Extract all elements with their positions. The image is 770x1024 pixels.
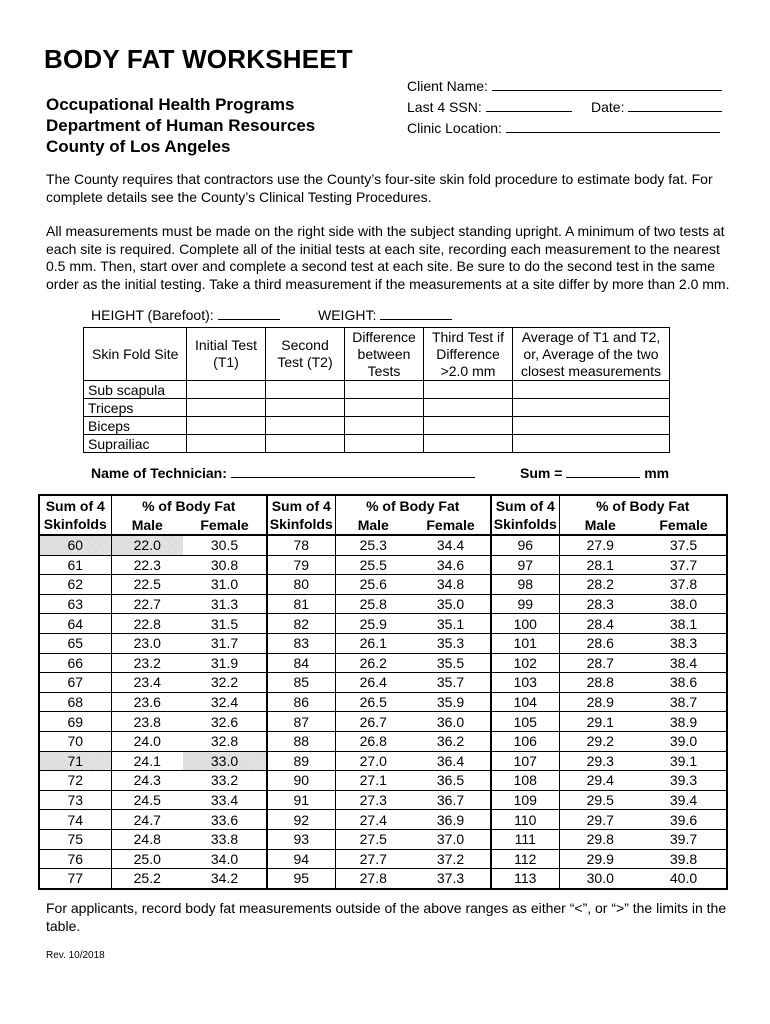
sum-cell: 106 (491, 731, 559, 751)
header-site: Skin Fold Site (84, 328, 187, 381)
header-third-test: Third Test if Difference >2.0 mm (424, 328, 513, 381)
table-row (39, 849, 727, 869)
female-cell: 37.7 (641, 555, 727, 575)
sum-cell: 111 (491, 829, 559, 849)
t1-cell[interactable] (187, 381, 266, 399)
skinfold-row (84, 399, 670, 417)
weight-row (318, 305, 452, 323)
sum-cell: 88 (267, 731, 335, 751)
average-cell[interactable] (513, 381, 670, 399)
female-cell: 35.0 (411, 594, 491, 614)
sum-label: Sum = (520, 465, 563, 481)
female-cell: 33.4 (183, 790, 267, 810)
sum-cell: 66 (39, 653, 111, 673)
female-cell: 37.3 (411, 869, 491, 889)
sum-header: Sum of 4 Skinfolds (39, 495, 111, 535)
sum-cell: 84 (267, 653, 335, 673)
sum-header: Sum of 4 Skinfolds (491, 495, 559, 535)
female-cell: 36.7 (411, 790, 491, 810)
table-row (39, 692, 727, 712)
sum-cell: 97 (491, 555, 559, 575)
table-row (39, 653, 727, 673)
male-cell: 26.1 (335, 633, 411, 653)
skinfold-header-row (84, 328, 670, 381)
third-test-cell[interactable] (424, 399, 513, 417)
male-cell: 24.7 (111, 810, 183, 830)
sum-cell: 67 (39, 673, 111, 693)
sum-cell: 79 (267, 555, 335, 575)
table-row (39, 673, 727, 693)
sum-cell: 61 (39, 555, 111, 575)
male-cell: 29.3 (559, 751, 641, 771)
sum-cell: 69 (39, 712, 111, 732)
sum-cell: 83 (267, 633, 335, 653)
male-cell: 26.4 (335, 673, 411, 693)
height-label: HEIGHT (Barefoot): (91, 307, 214, 323)
sum-cell: 75 (39, 829, 111, 849)
male-cell: 23.8 (111, 712, 183, 732)
female-cell: 38.1 (641, 614, 727, 634)
male-cell: 24.8 (111, 829, 183, 849)
skinfold-table (83, 327, 670, 453)
weight-label: WEIGHT: (318, 307, 377, 323)
female-cell: 38.0 (641, 594, 727, 614)
female-cell: 31.7 (183, 633, 267, 653)
female-cell: 35.3 (411, 633, 491, 653)
pct-header: % of Body Fat (111, 495, 267, 516)
sum-row (520, 463, 669, 481)
sum-cell: 113 (491, 869, 559, 889)
org-county: County of Los Angeles (46, 137, 231, 156)
male-header: Male (111, 516, 183, 535)
sum-cell: 71 (39, 751, 111, 771)
female-cell: 34.0 (183, 849, 267, 869)
male-cell: 23.2 (111, 653, 183, 673)
female-cell: 33.6 (183, 810, 267, 830)
pct-header: % of Body Fat (335, 495, 491, 516)
page-title: BODY FAT WORKSHEET (44, 44, 353, 74)
table-row (39, 810, 727, 830)
male-cell: 25.9 (335, 614, 411, 634)
header-t1: Initial Test (T1) (187, 328, 266, 381)
header-difference: Difference between Tests (345, 328, 424, 381)
table-row (39, 790, 727, 810)
female-cell: 37.5 (641, 535, 727, 555)
female-cell: 30.8 (183, 555, 267, 575)
table-row (39, 555, 727, 575)
female-cell: 39.6 (641, 810, 727, 830)
sum-cell: 70 (39, 731, 111, 751)
female-cell: 30.5 (183, 535, 267, 555)
female-cell: 31.3 (183, 594, 267, 614)
sum-cell: 63 (39, 594, 111, 614)
sum-cell: 76 (39, 849, 111, 869)
sum-cell: 85 (267, 673, 335, 693)
skinfold-row (84, 417, 670, 435)
body-fat-table (38, 494, 728, 890)
sum-cell: 91 (267, 790, 335, 810)
org-department: Department of Human Resources (46, 116, 316, 135)
female-cell: 39.7 (641, 829, 727, 849)
male-cell: 27.7 (335, 849, 411, 869)
male-cell: 22.5 (111, 575, 183, 595)
male-cell: 26.2 (335, 653, 411, 673)
sum-cell: 90 (267, 771, 335, 791)
sum-cell: 81 (267, 594, 335, 614)
date-label: Date: (591, 99, 625, 115)
body-fat-rows (39, 535, 727, 889)
male-cell: 26.8 (335, 731, 411, 751)
revision: Rev. 10/2018 (46, 950, 105, 961)
female-header: Female (183, 516, 267, 535)
sum-cell: 99 (491, 594, 559, 614)
sum-cell: 65 (39, 633, 111, 653)
sum-cell: 62 (39, 575, 111, 595)
male-cell: 24.0 (111, 731, 183, 751)
pct-header: % of Body Fat (596, 498, 690, 514)
male-cell: 25.0 (111, 849, 183, 869)
site-label: Triceps (84, 399, 187, 417)
table-row (39, 712, 727, 732)
female-cell: 35.7 (411, 673, 491, 693)
male-cell: 23.0 (111, 633, 183, 653)
male-cell: 28.2 (559, 575, 641, 595)
skinfold-row (84, 381, 670, 399)
female-cell: 31.9 (183, 653, 267, 673)
male-cell: 27.0 (335, 751, 411, 771)
sum-cell: 74 (39, 810, 111, 830)
female-cell: 32.4 (183, 692, 267, 712)
sum-cell: 87 (267, 712, 335, 732)
sum-cell: 100 (491, 614, 559, 634)
female-cell: 34.2 (183, 869, 267, 889)
sum-cell: 78 (267, 535, 335, 555)
skinfold-row (84, 435, 670, 453)
sum-cell: 96 (491, 535, 559, 555)
male-cell: 28.6 (559, 633, 641, 653)
male-cell: 29.8 (559, 829, 641, 849)
sum-cell: 60 (39, 535, 111, 555)
male-cell: 27.4 (335, 810, 411, 830)
sum-cell: 101 (491, 633, 559, 653)
female-cell: 33.2 (183, 771, 267, 791)
sum-cell: 73 (39, 790, 111, 810)
table-row (39, 829, 727, 849)
female-cell: 34.4 (411, 535, 491, 555)
weight-field[interactable] (380, 305, 452, 320)
male-cell: 27.5 (335, 829, 411, 849)
sum-cell: 95 (267, 869, 335, 889)
male-cell: 29.9 (559, 849, 641, 869)
third-test-cell[interactable] (424, 381, 513, 399)
table-row (39, 633, 727, 653)
ssn-field[interactable] (486, 97, 572, 112)
sum-cell: 110 (491, 810, 559, 830)
female-cell: 35.1 (411, 614, 491, 634)
client-name-label: Client Name: (407, 78, 488, 94)
female-header: Female (411, 516, 491, 535)
average-cell[interactable] (513, 435, 670, 453)
male-cell: 27.9 (559, 535, 641, 555)
sum-cell: 93 (267, 829, 335, 849)
footer-note: For applicants, record body fat measurements outside of the above ranges as either “<”, or “>” the limits in the table. (46, 900, 727, 934)
female-cell: 37.2 (411, 849, 491, 869)
female-cell: 33.8 (183, 829, 267, 849)
average-cell[interactable] (513, 399, 670, 417)
sum-unit: mm (644, 465, 670, 481)
female-cell: 35.5 (411, 653, 491, 673)
t1-cell[interactable] (187, 417, 266, 435)
female-cell: 36.2 (411, 731, 491, 751)
sum-cell: 107 (491, 751, 559, 771)
site-label: Sub scapula (84, 381, 187, 399)
body-fat-subheader-row (39, 516, 727, 535)
header-average: Average of T1 and T2, or, Average of the two closest measurements (513, 328, 670, 381)
t1-cell[interactable] (187, 435, 266, 453)
sum-cell: 104 (491, 692, 559, 712)
male-cell: 23.6 (111, 692, 183, 712)
male-cell: 22.7 (111, 594, 183, 614)
male-cell: 25.6 (335, 575, 411, 595)
height-row (91, 305, 280, 323)
female-cell: 35.9 (411, 692, 491, 712)
date-row (591, 97, 722, 115)
female-cell: 32.2 (183, 673, 267, 693)
t1-cell[interactable] (187, 399, 266, 417)
sum-cell: 86 (267, 692, 335, 712)
sum-cell: 77 (39, 869, 111, 889)
male-cell: 28.8 (559, 673, 641, 693)
female-header: Female (641, 516, 727, 535)
female-cell: 38.6 (641, 673, 727, 693)
male-cell: 22.3 (111, 555, 183, 575)
female-cell: 36.0 (411, 712, 491, 732)
clinic-location-field[interactable] (506, 118, 720, 133)
table-row (39, 614, 727, 634)
male-cell: 27.3 (335, 790, 411, 810)
table-row (39, 751, 727, 771)
date-field[interactable] (628, 97, 722, 112)
female-cell: 39.4 (641, 790, 727, 810)
male-cell: 22.8 (111, 614, 183, 634)
male-cell: 24.1 (111, 751, 183, 771)
client-name-field[interactable] (492, 76, 722, 91)
female-cell: 38.3 (641, 633, 727, 653)
clinic-location-row (407, 118, 720, 136)
table-row (39, 771, 727, 791)
female-cell: 38.9 (641, 712, 727, 732)
female-cell: 39.3 (641, 771, 727, 791)
t2-cell[interactable] (266, 381, 345, 399)
difference-cell[interactable] (345, 417, 424, 435)
male-header: Male (559, 516, 641, 535)
sum-cell: 80 (267, 575, 335, 595)
male-cell: 29.1 (559, 712, 641, 732)
sum-cell: 108 (491, 771, 559, 791)
female-cell: 36.4 (411, 751, 491, 771)
site-label: Suprailiac (84, 435, 187, 453)
male-cell: 29.5 (559, 790, 641, 810)
sum-cell: 94 (267, 849, 335, 869)
table-row (39, 535, 727, 555)
male-cell: 28.7 (559, 653, 641, 673)
third-test-cell[interactable] (424, 417, 513, 435)
male-cell: 28.3 (559, 594, 641, 614)
sum-cell: 68 (39, 692, 111, 712)
female-cell: 31.5 (183, 614, 267, 634)
sum-field[interactable] (566, 463, 640, 478)
t2-cell[interactable] (266, 435, 345, 453)
sum-cell: 105 (491, 712, 559, 732)
female-cell: 38.4 (641, 653, 727, 673)
sum-cell: 112 (491, 849, 559, 869)
difference-cell[interactable] (345, 399, 424, 417)
average-cell[interactable] (513, 417, 670, 435)
sum-cell: 72 (39, 771, 111, 791)
t2-cell[interactable] (266, 417, 345, 435)
technician-label: Name of Technician: (91, 465, 227, 481)
technician-row (91, 463, 475, 481)
male-cell: 23.4 (111, 673, 183, 693)
difference-cell[interactable] (345, 381, 424, 399)
male-cell: 28.4 (559, 614, 641, 634)
sum-cell: 82 (267, 614, 335, 634)
female-cell: 37.0 (411, 829, 491, 849)
male-cell: 28.1 (559, 555, 641, 575)
ssn-row (407, 97, 572, 115)
sum-cell: 64 (39, 614, 111, 634)
t2-cell[interactable] (266, 399, 345, 417)
sum-cell: 98 (491, 575, 559, 595)
male-cell: 29.2 (559, 731, 641, 751)
male-cell: 28.9 (559, 692, 641, 712)
male-cell: 22.0 (111, 535, 183, 555)
male-cell: 29.4 (559, 771, 641, 791)
table-row (39, 731, 727, 751)
female-cell: 40.0 (641, 869, 727, 889)
sum-cell: 92 (267, 810, 335, 830)
sum-header: Sum of 4 Skinfolds (267, 495, 335, 535)
instructions-paragraph: All measurements must be made on the right side with the subject standing upright. A minimum of two tests at each site is required. Complete all of the initial tests at each site, recording each measurement to the nearest 0.5 mm. Then, start over and complete a second test at each site. Be sure to do the second test in the same order as the initial testing. Take a third measurement if the measurements at a site differ by more than 2.0 mm. (46, 223, 730, 292)
difference-cell[interactable] (345, 435, 424, 453)
sum-cell: 102 (491, 653, 559, 673)
height-field[interactable] (218, 305, 280, 320)
male-cell: 25.2 (111, 869, 183, 889)
female-cell: 38.7 (641, 692, 727, 712)
header-t2: Second Test (T2) (266, 328, 345, 381)
female-cell: 39.1 (641, 751, 727, 771)
male-cell: 25.5 (335, 555, 411, 575)
female-cell: 39.8 (641, 849, 727, 869)
male-cell: 29.7 (559, 810, 641, 830)
clinic-location-label: Clinic Location: (407, 120, 502, 136)
male-cell: 24.5 (111, 790, 183, 810)
third-test-cell[interactable] (424, 435, 513, 453)
technician-field[interactable] (231, 463, 475, 478)
intro-paragraph: The County requires that contractors use the County’s four-site skin fold procedure to estimate body fat. For complete details see the County’s Clinical Testing Procedures. (46, 171, 713, 205)
female-cell: 31.0 (183, 575, 267, 595)
female-cell: 34.8 (411, 575, 491, 595)
table-row (39, 869, 727, 889)
sum-cell: 89 (267, 751, 335, 771)
male-cell: 25.3 (335, 535, 411, 555)
female-cell: 37.8 (641, 575, 727, 595)
body-fat-header-row (39, 495, 727, 516)
male-header: Male (335, 516, 411, 535)
table-row (39, 594, 727, 614)
sum-cell: 103 (491, 673, 559, 693)
female-cell: 36.9 (411, 810, 491, 830)
sum-cell: 109 (491, 790, 559, 810)
ssn-label: Last 4 SSN: (407, 99, 482, 115)
male-cell: 27.1 (335, 771, 411, 791)
female-cell: 32.6 (183, 712, 267, 732)
org-program: Occupational Health Programs (46, 95, 295, 114)
female-cell: 32.8 (183, 731, 267, 751)
site-label: Biceps (84, 417, 187, 435)
male-cell: 25.8 (335, 594, 411, 614)
female-cell: 33.0 (183, 751, 267, 771)
female-cell: 39.0 (641, 731, 727, 751)
male-cell: 26.7 (335, 712, 411, 732)
male-cell: 24.3 (111, 771, 183, 791)
female-cell: 34.6 (411, 555, 491, 575)
female-cell: 36.5 (411, 771, 491, 791)
male-cell: 27.8 (335, 869, 411, 889)
client-name-row (407, 76, 722, 94)
table-row (39, 575, 727, 595)
male-cell: 30.0 (559, 869, 641, 889)
male-cell: 26.5 (335, 692, 411, 712)
